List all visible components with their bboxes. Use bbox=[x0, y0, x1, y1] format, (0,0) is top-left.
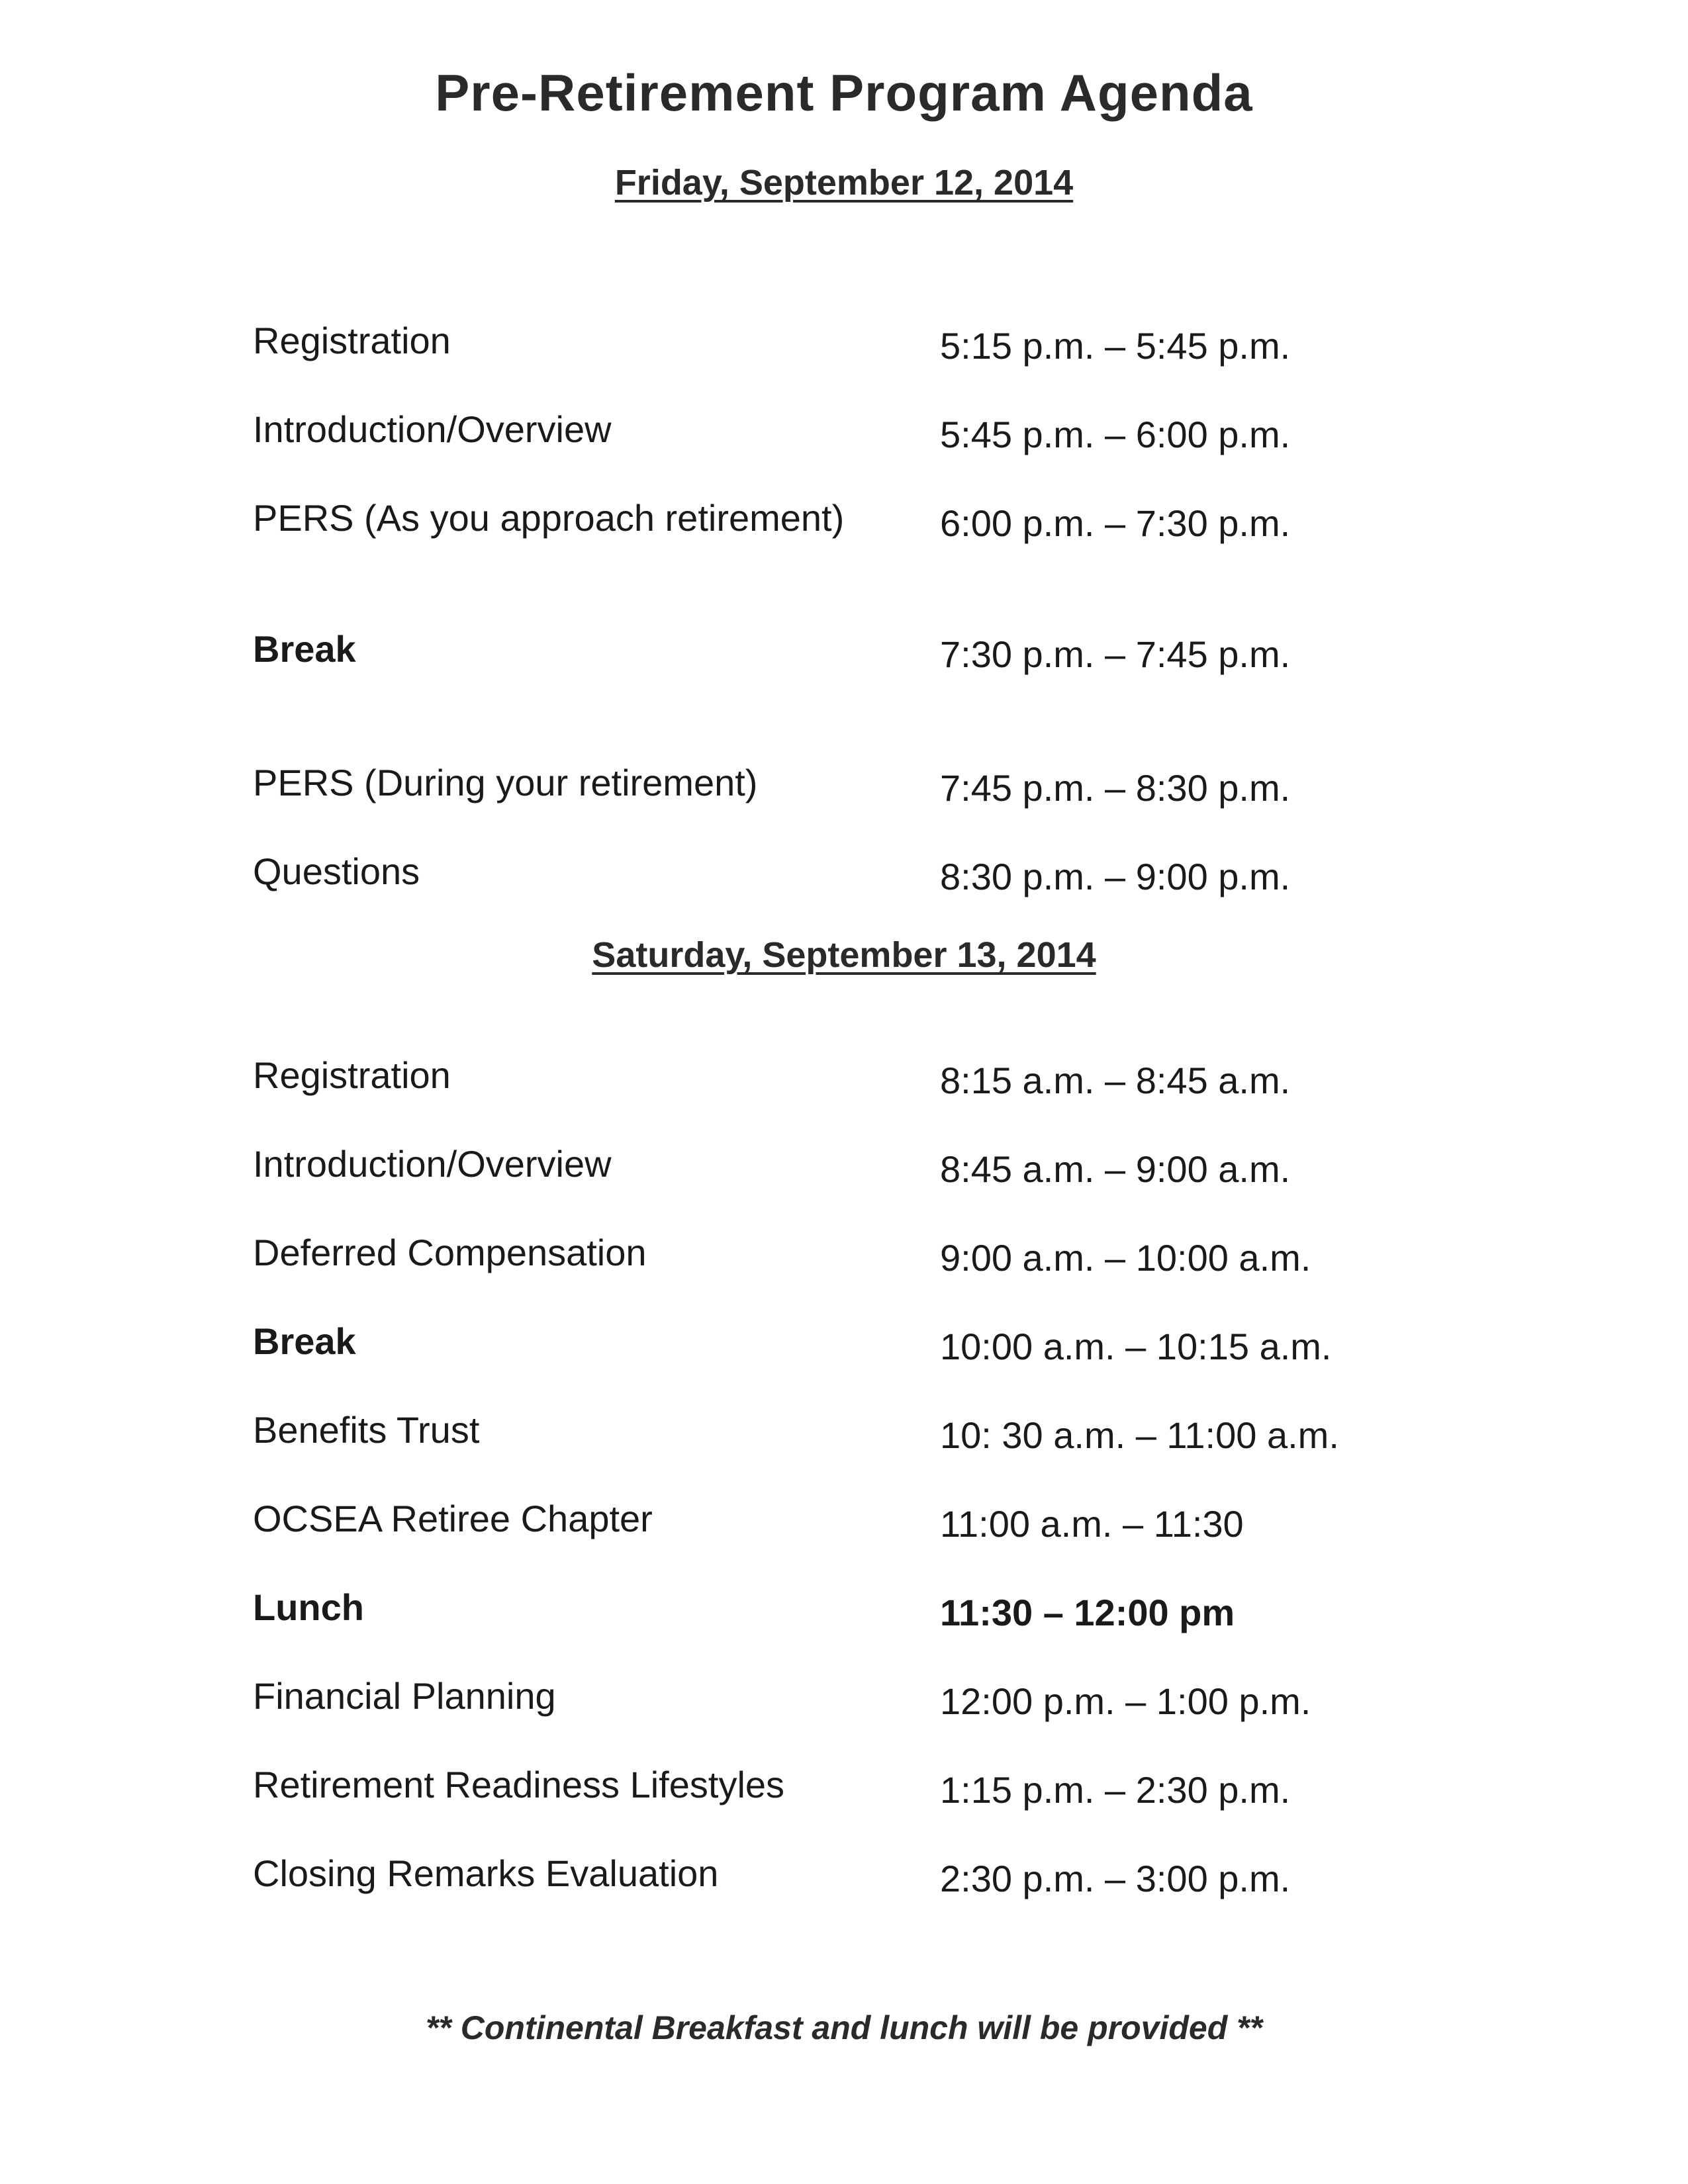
agenda-row bbox=[0, 1852, 1688, 1905]
agenda-row bbox=[0, 1231, 1688, 1284]
event-name: OCSEA Retiree Chapter bbox=[253, 1498, 653, 1539]
event-time: 11:30 – 12:00 pm bbox=[940, 1592, 1235, 1633]
agenda-row bbox=[0, 627, 1688, 680]
agenda-row bbox=[0, 1586, 1688, 1639]
event-time: 9:00 a.m. – 10:00 a.m. bbox=[940, 1237, 1311, 1279]
event-time: 6:00 p.m. – 7:30 p.m. bbox=[940, 502, 1291, 544]
agenda-row bbox=[0, 1674, 1688, 1727]
event-time: 8:45 a.m. – 9:00 a.m. bbox=[940, 1148, 1291, 1190]
event-time: 11:00 a.m. – 11:30 bbox=[940, 1503, 1244, 1545]
event-name: Questions bbox=[253, 850, 420, 892]
event-time: 8:15 a.m. – 8:45 a.m. bbox=[940, 1060, 1291, 1101]
agenda-row bbox=[0, 1320, 1688, 1373]
event-name: Break bbox=[253, 628, 356, 670]
event-time: 5:15 p.m. – 5:45 p.m. bbox=[940, 325, 1291, 367]
event-time: 7:30 p.m. – 7:45 p.m. bbox=[940, 633, 1291, 675]
agenda-row bbox=[0, 1054, 1688, 1107]
event-name: Closing Remarks Evaluation bbox=[253, 1852, 719, 1894]
agenda-row bbox=[0, 1497, 1688, 1550]
day-heading-saturday: Saturday, September 13, 2014 bbox=[592, 935, 1096, 975]
event-name: Break bbox=[253, 1320, 356, 1362]
agenda-row bbox=[0, 319, 1688, 372]
agenda-row bbox=[0, 850, 1688, 903]
event-name: Financial Planning bbox=[253, 1675, 556, 1717]
event-name: Registration bbox=[253, 1054, 451, 1096]
event-name: PERS (During your retirement) bbox=[253, 762, 758, 803]
event-time: 12:00 p.m. – 1:00 p.m. bbox=[940, 1680, 1311, 1722]
event-time: 2:30 p.m. – 3:00 p.m. bbox=[940, 1858, 1291, 1899]
event-time: 8:30 p.m. – 9:00 p.m. bbox=[940, 856, 1291, 897]
agenda-row bbox=[0, 1763, 1688, 1816]
footer-note: ** Continental Breakfast and lunch will be provided ** bbox=[425, 2009, 1263, 2046]
agenda-row bbox=[0, 761, 1688, 814]
event-time: 10: 30 a.m. – 11:00 a.m. bbox=[940, 1414, 1339, 1456]
event-name: PERS (As you approach retirement) bbox=[253, 497, 845, 539]
event-name: Benefits Trust bbox=[253, 1409, 480, 1451]
event-name: Registration bbox=[253, 320, 451, 361]
event-time: 10:00 a.m. – 10:15 a.m. bbox=[940, 1326, 1332, 1367]
page-title: Pre-Retirement Program Agenda bbox=[435, 64, 1253, 122]
event-time: 1:15 p.m. – 2:30 p.m. bbox=[940, 1769, 1291, 1811]
agenda-row bbox=[0, 496, 1688, 549]
day-heading-friday: Friday, September 12, 2014 bbox=[614, 163, 1074, 203]
agenda-row bbox=[0, 408, 1688, 461]
event-name: Introduction/Overview bbox=[253, 408, 612, 450]
agenda-row bbox=[0, 1142, 1688, 1195]
event-time: 5:45 p.m. – 6:00 p.m. bbox=[940, 414, 1291, 455]
event-name: Deferred Compensation bbox=[253, 1232, 647, 1273]
event-name: Retirement Readiness Lifestyles bbox=[253, 1764, 785, 1805]
event-name: Lunch bbox=[253, 1586, 364, 1628]
event-time: 7:45 p.m. – 8:30 p.m. bbox=[940, 767, 1291, 809]
event-name: Introduction/Overview bbox=[253, 1143, 612, 1185]
agenda-row bbox=[0, 1408, 1688, 1461]
